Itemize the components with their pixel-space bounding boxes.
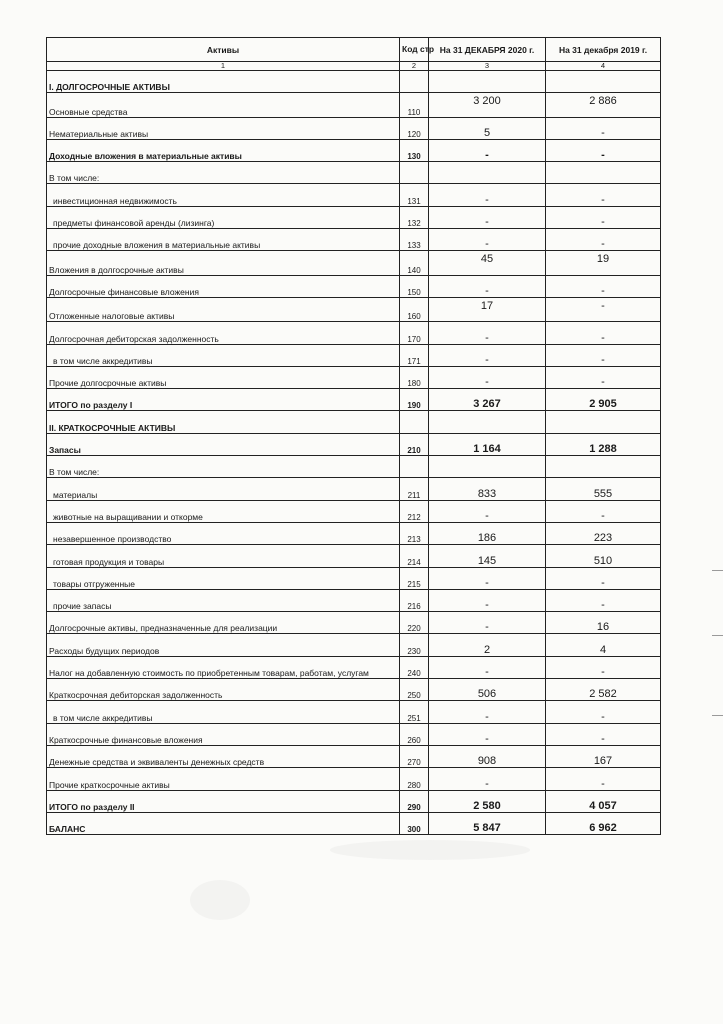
page-edge-mark	[712, 635, 723, 636]
table-row	[47, 456, 661, 478]
row-label: II. КРАТКОСРОЧНЫЕ АКТИВЫ	[47, 411, 400, 433]
row-label: Денежные средства и эквиваленты денежных средств	[47, 745, 400, 767]
table-row	[47, 389, 661, 411]
value-2020: 3 267	[429, 389, 546, 411]
row-label: инвестиционная недвижимость	[47, 184, 400, 206]
row-code: 190	[400, 389, 429, 411]
value-2019: -	[546, 768, 661, 790]
row-code: 140	[400, 251, 429, 275]
row-label: I. ДОЛГОСРОЧНЫЕ АКТИВЫ	[47, 71, 400, 93]
value-2019: 6 962	[546, 812, 661, 834]
column-number: 3	[429, 62, 546, 71]
value-2020	[429, 71, 546, 93]
value-2019: 167	[546, 745, 661, 767]
table-row	[47, 701, 661, 723]
balance-sheet-table	[46, 37, 661, 835]
row-code: 230	[400, 634, 429, 656]
row-code: 214	[400, 545, 429, 567]
value-2020: -	[429, 589, 546, 611]
row-code: 213	[400, 522, 429, 544]
row-code: 300	[400, 812, 429, 834]
value-2020: -	[429, 184, 546, 206]
value-2019: -	[546, 117, 661, 139]
row-label: Краткосрочная дебиторская задолженность	[47, 679, 400, 701]
row-label: материалы	[47, 478, 400, 500]
table-row	[47, 117, 661, 139]
row-code	[400, 71, 429, 93]
row-label: ИТОГО по разделу I	[47, 389, 400, 411]
scan-smudge	[190, 880, 250, 920]
row-label: БАЛАНС	[47, 812, 400, 834]
value-2019: -	[546, 206, 661, 228]
row-code: 133	[400, 229, 429, 251]
row-label: ИТОГО по разделу II	[47, 790, 400, 812]
table-row	[47, 139, 661, 161]
row-label: Долгосрочные финансовые вложения	[47, 275, 400, 297]
row-label: Нематериальные активы	[47, 117, 400, 139]
value-2019: -	[546, 139, 661, 161]
value-2019	[546, 71, 661, 93]
row-code: 270	[400, 745, 429, 767]
row-code: 120	[400, 117, 429, 139]
table-row	[47, 745, 661, 767]
value-2020: -	[429, 656, 546, 678]
row-code: 215	[400, 567, 429, 589]
row-label: Доходные вложения в материальные активы	[47, 139, 400, 161]
row-label: Основные средства	[47, 93, 400, 117]
table-row	[47, 433, 661, 455]
row-label: в том числе аккредитивы	[47, 344, 400, 366]
column-number: 4	[546, 62, 661, 71]
table-row	[47, 344, 661, 366]
table-row	[47, 184, 661, 206]
value-2020: 45	[429, 251, 546, 275]
value-2019: -	[546, 322, 661, 344]
table-row	[47, 522, 661, 544]
value-2020: -	[429, 344, 546, 366]
row-label: животные на выращивании и откорме	[47, 500, 400, 522]
row-code: 171	[400, 344, 429, 366]
row-label: Долгосрочные активы, предназначенные для реализации	[47, 612, 400, 634]
value-2019: 16	[546, 612, 661, 634]
table-row	[47, 297, 661, 321]
row-label: В том числе:	[47, 456, 400, 478]
row-code: 240	[400, 656, 429, 678]
row-label: Отложенные налоговые активы	[47, 297, 400, 321]
row-label: готовая продукция и товары	[47, 545, 400, 567]
table-row	[47, 790, 661, 812]
value-2020: -	[429, 275, 546, 297]
row-label: Долгосрочная дебиторская задолженность	[47, 322, 400, 344]
value-2019: -	[546, 344, 661, 366]
value-2020: 5	[429, 117, 546, 139]
row-label: товары отгруженные	[47, 567, 400, 589]
value-2019: -	[546, 297, 661, 321]
row-code: 211	[400, 478, 429, 500]
row-label: Запасы	[47, 433, 400, 455]
row-code: 160	[400, 297, 429, 321]
value-2020: 2 580	[429, 790, 546, 812]
value-2019: 19	[546, 251, 661, 275]
value-2020: -	[429, 701, 546, 723]
row-code: 251	[400, 701, 429, 723]
row-label: В том числе:	[47, 162, 400, 184]
row-code: 110	[400, 93, 429, 117]
value-2019	[546, 411, 661, 433]
value-2019: 2 886	[546, 93, 661, 117]
table-row	[47, 589, 661, 611]
column-number: 1	[47, 62, 400, 71]
row-label: Прочие долгосрочные активы	[47, 366, 400, 388]
row-code	[400, 162, 429, 184]
table-row	[47, 93, 661, 117]
row-code	[400, 456, 429, 478]
row-code: 150	[400, 275, 429, 297]
table-row	[47, 206, 661, 228]
page-edge-mark	[712, 570, 723, 571]
value-2019: 2 582	[546, 679, 661, 701]
value-2019: -	[546, 701, 661, 723]
value-2020: 5 847	[429, 812, 546, 834]
row-code: 131	[400, 184, 429, 206]
row-label: в том числе аккредитивы	[47, 701, 400, 723]
header-code: Код стр	[400, 38, 429, 62]
row-label: незавершенное производство	[47, 522, 400, 544]
row-code: 260	[400, 723, 429, 745]
table-row	[47, 679, 661, 701]
row-label: Расходы будущих периодов	[47, 634, 400, 656]
value-2019: -	[546, 229, 661, 251]
table-row	[47, 500, 661, 522]
value-2020: 1 164	[429, 433, 546, 455]
row-code: 280	[400, 768, 429, 790]
table-row	[47, 723, 661, 745]
table-row	[47, 162, 661, 184]
value-2019: -	[546, 500, 661, 522]
row-code: 210	[400, 433, 429, 455]
value-2020: -	[429, 206, 546, 228]
table-row	[47, 768, 661, 790]
page-edge-mark	[712, 715, 723, 716]
value-2019: -	[546, 589, 661, 611]
row-label: Налог на добавленную стоимость по приобретенным товарам, работам, услугам	[47, 656, 400, 678]
value-2020: -	[429, 768, 546, 790]
value-2020: 908	[429, 745, 546, 767]
value-2019: 223	[546, 522, 661, 544]
row-code: 290	[400, 790, 429, 812]
value-2019: -	[546, 723, 661, 745]
row-label: Вложения в долгосрочные активы	[47, 251, 400, 275]
row-code: 130	[400, 139, 429, 161]
table-row	[47, 634, 661, 656]
table-row	[47, 612, 661, 634]
value-2020: 17	[429, 297, 546, 321]
header-row	[47, 38, 661, 62]
row-label: Краткосрочные финансовые вложения	[47, 723, 400, 745]
value-2020	[429, 162, 546, 184]
row-label: прочие запасы	[47, 589, 400, 611]
value-2020: 506	[429, 679, 546, 701]
table-row	[47, 411, 661, 433]
scan-smudge	[330, 840, 530, 860]
value-2019: -	[546, 366, 661, 388]
value-2019: 510	[546, 545, 661, 567]
value-2020: -	[429, 723, 546, 745]
value-2019: -	[546, 656, 661, 678]
table-row	[47, 478, 661, 500]
value-2020: 186	[429, 522, 546, 544]
value-2019	[546, 456, 661, 478]
value-2019: -	[546, 184, 661, 206]
table-row	[47, 656, 661, 678]
value-2020: -	[429, 139, 546, 161]
row-code: 250	[400, 679, 429, 701]
value-2020: 833	[429, 478, 546, 500]
header-assets: Активы	[47, 38, 400, 62]
value-2020: -	[429, 366, 546, 388]
value-2020: -	[429, 567, 546, 589]
row-code	[400, 411, 429, 433]
value-2020: 145	[429, 545, 546, 567]
row-code: 170	[400, 322, 429, 344]
table-row	[47, 71, 661, 93]
value-2019: 4	[546, 634, 661, 656]
row-code: 220	[400, 612, 429, 634]
value-2019: 1 288	[546, 433, 661, 455]
header-2020: На 31 ДЕКАБРЯ 2020 г.	[429, 38, 546, 62]
column-number-row	[47, 62, 661, 71]
row-label: прочие доходные вложения в материальные активы	[47, 229, 400, 251]
row-code: 216	[400, 589, 429, 611]
value-2019: -	[546, 567, 661, 589]
row-code: 212	[400, 500, 429, 522]
value-2020: -	[429, 322, 546, 344]
table-row	[47, 275, 661, 297]
value-2020: -	[429, 612, 546, 634]
table-row	[47, 545, 661, 567]
table-row	[47, 567, 661, 589]
value-2020: 2	[429, 634, 546, 656]
row-code: 132	[400, 206, 429, 228]
table-row	[47, 229, 661, 251]
column-number: 2	[400, 62, 429, 71]
value-2020	[429, 411, 546, 433]
value-2020	[429, 456, 546, 478]
table-row	[47, 251, 661, 275]
table-row	[47, 366, 661, 388]
value-2019: -	[546, 275, 661, 297]
row-label: Прочие краткосрочные активы	[47, 768, 400, 790]
value-2019: 4 057	[546, 790, 661, 812]
row-label: предметы финансовой аренды (лизинга)	[47, 206, 400, 228]
value-2019: 555	[546, 478, 661, 500]
value-2020: -	[429, 500, 546, 522]
value-2019	[546, 162, 661, 184]
table-row	[47, 812, 661, 834]
header-2019: На 31 декабря 2019 г.	[546, 38, 661, 62]
value-2019: 2 905	[546, 389, 661, 411]
value-2020: 3 200	[429, 93, 546, 117]
value-2020: -	[429, 229, 546, 251]
table-row	[47, 322, 661, 344]
row-code: 180	[400, 366, 429, 388]
